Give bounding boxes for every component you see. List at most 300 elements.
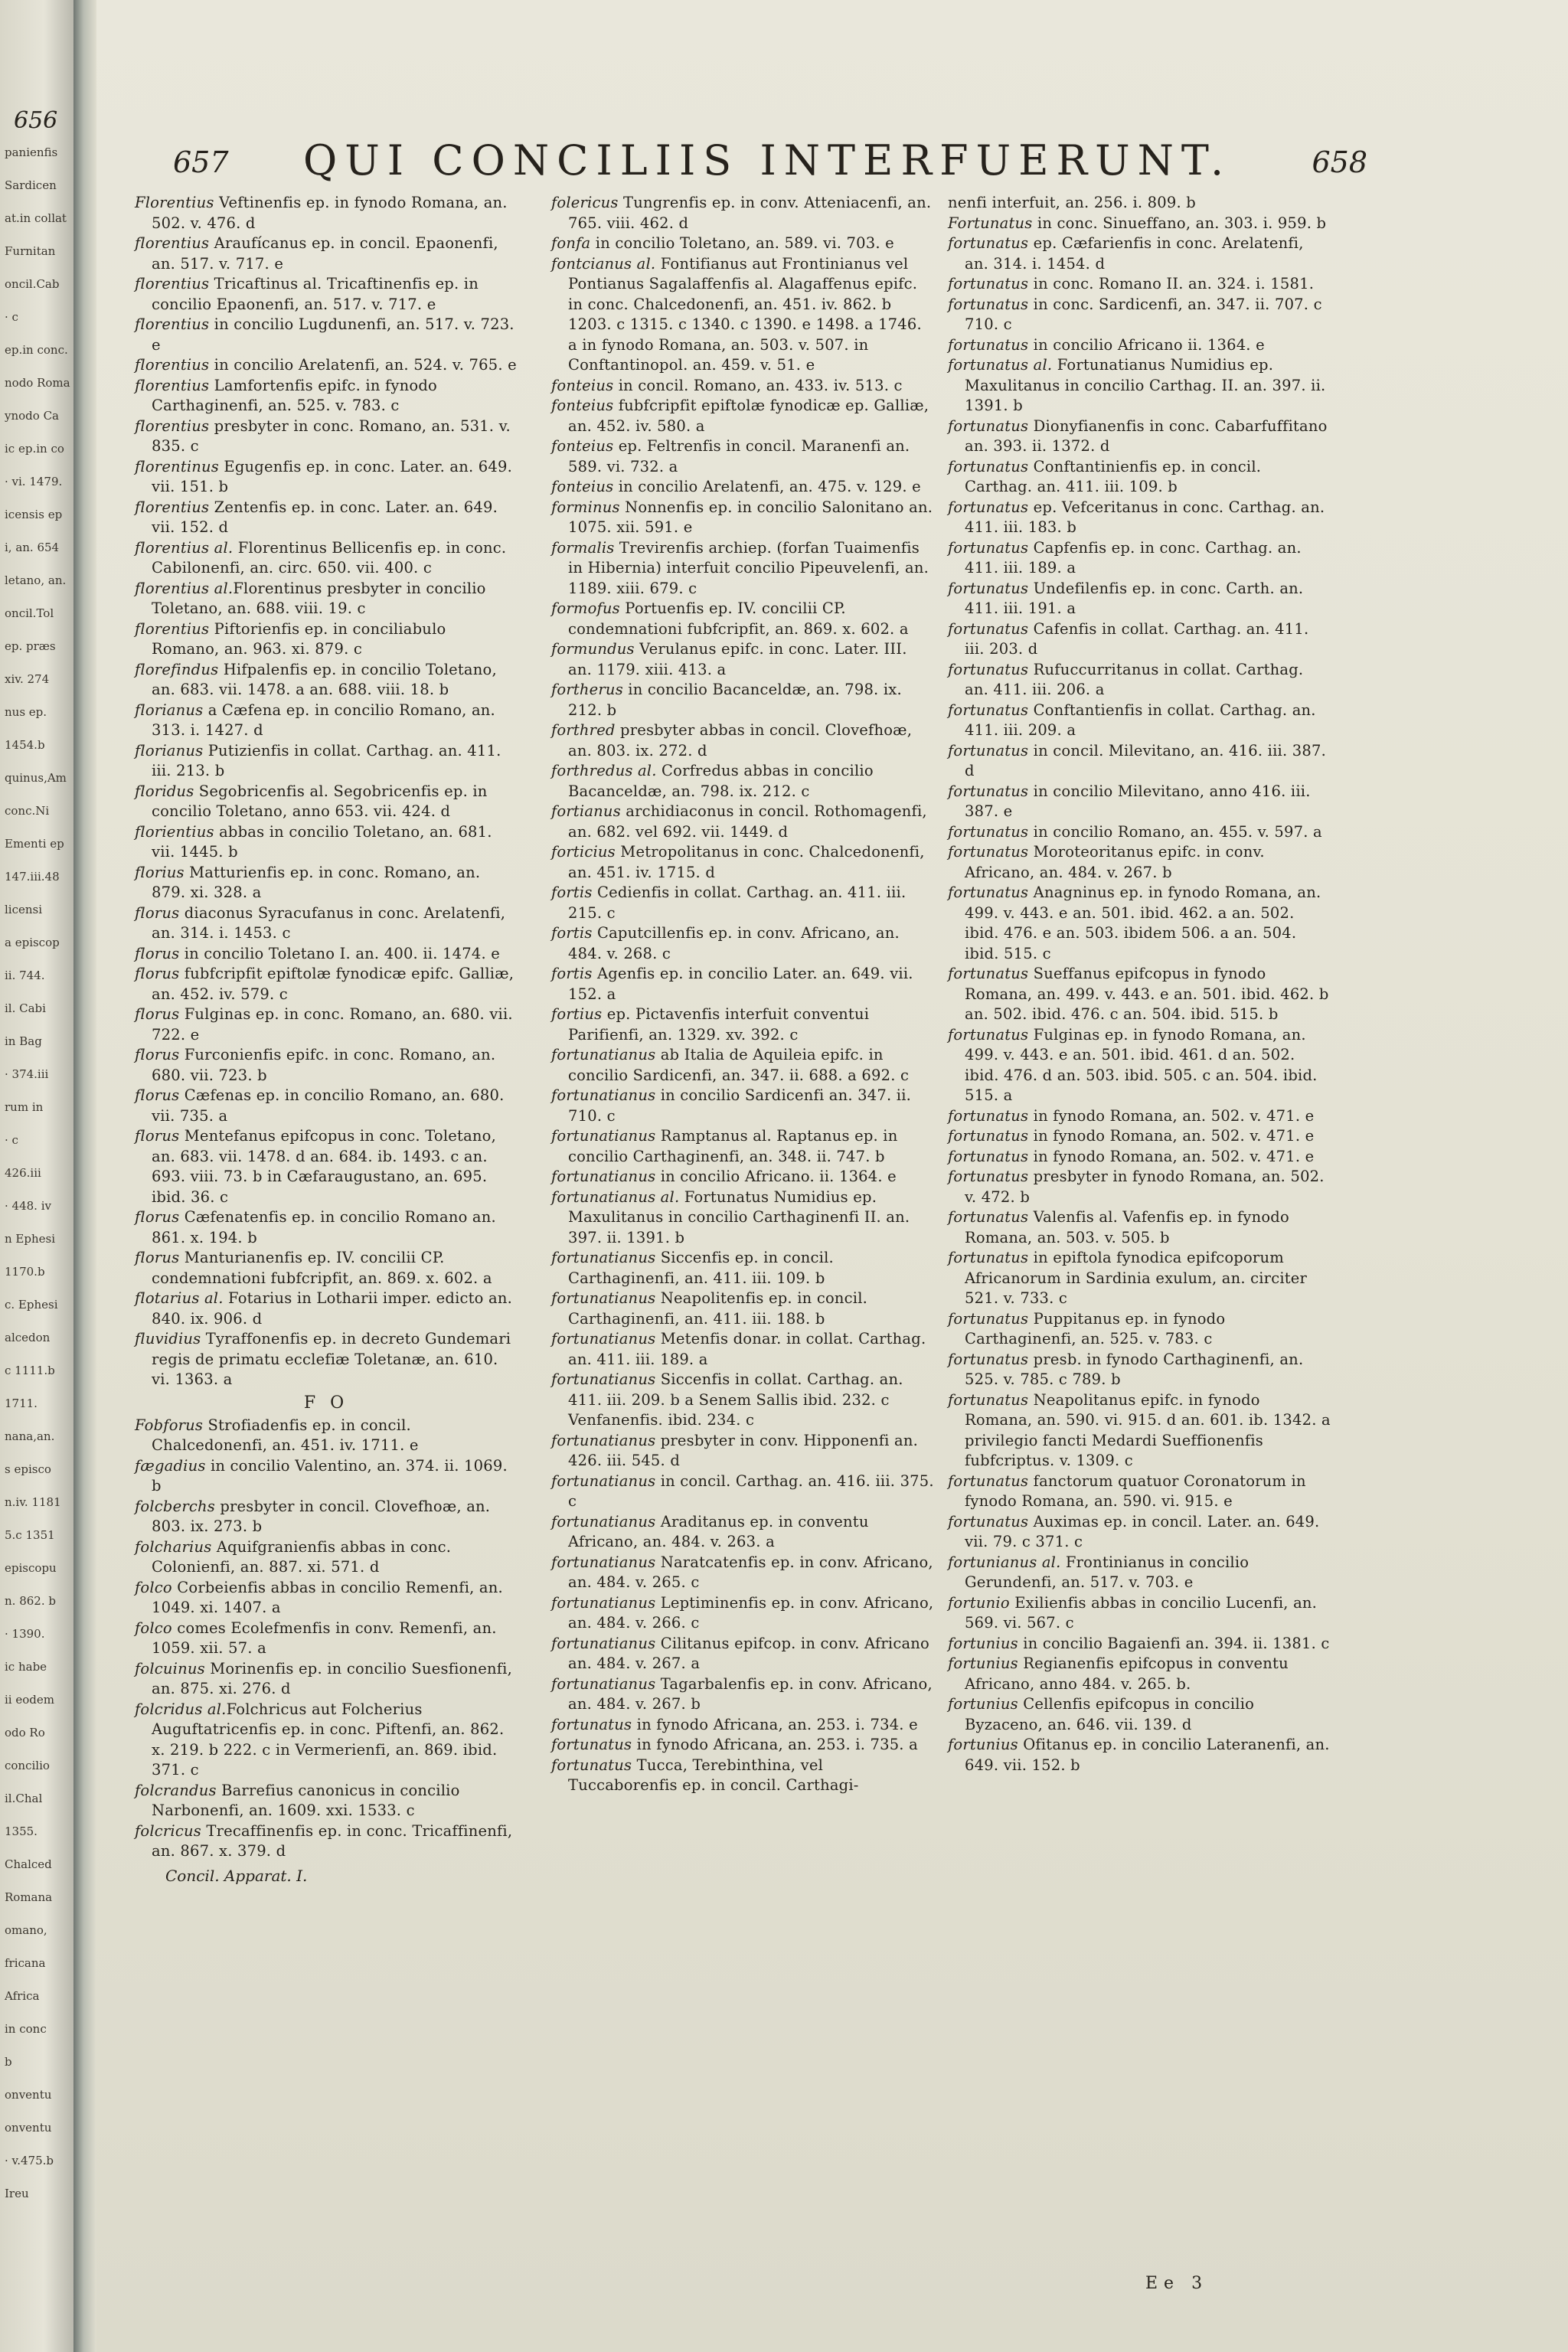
entry-text: Neapolitanus epifc. in fynodo Romana, an. 590. vi. 915. d an. 601. ib. 1342. a privilegio fancti Medardi Sueffionenfis fubfcriptus. v. 1309. c xyxy=(965,1390,1331,1469)
index-entry xyxy=(135,1537,518,1578)
index-entry xyxy=(135,579,518,619)
previous-page-fragment: Africa xyxy=(5,1989,40,2003)
entry-text: in concilio Romano, an. 455. v. 597. a xyxy=(1028,822,1322,841)
entry-text: Agenfis ep. in concilio Later. an. 649. vii. 152. a xyxy=(568,965,913,1003)
entry-text: presbyter in conv. Hipponenfi an. 426. iii. 545. d xyxy=(568,1431,918,1469)
previous-page-fragment: · v.475.b xyxy=(5,2154,54,2167)
index-entry xyxy=(551,538,934,599)
index-entry xyxy=(135,1248,518,1289)
index-entry xyxy=(135,1619,518,1659)
previous-page-fragment: rum in xyxy=(5,1100,44,1114)
entry-text: Egugenfis ep. in conc. Later. an. 649. vii. 151. b xyxy=(152,457,513,495)
entry-headword: fortunatus xyxy=(948,579,1029,597)
index-entry xyxy=(135,1086,518,1126)
entry-headword: formundus xyxy=(551,640,635,658)
entry-headword: fortianus xyxy=(551,802,621,820)
index-entry xyxy=(135,193,518,234)
entry-text: Exilienfis abbas in concilio Lucenfi, an. 569. vi. 567. c xyxy=(965,1593,1318,1632)
index-entry xyxy=(135,234,518,274)
previous-page-fragment: episcopu xyxy=(5,1561,57,1575)
index-entry xyxy=(551,1431,934,1472)
previous-page-fragment: nana,an. xyxy=(5,1429,55,1443)
previous-page-fragment: concilio xyxy=(5,1759,50,1772)
entry-text: ab Italia de Aquileia epifc. in concilio Sardicenfi, an. 347. ii. 688. a 692. c xyxy=(568,1046,910,1084)
index-entry xyxy=(948,1694,1331,1735)
entry-headword: florentius xyxy=(135,416,210,435)
entry-headword: fortunatianus xyxy=(551,1168,656,1185)
entry-text: Hifpalenfis ep. in concilio Toletano, an. 683. vii. 1478. a an. 688. viii. 18. b xyxy=(152,660,497,698)
index-entry xyxy=(551,1289,934,1329)
index-entry xyxy=(135,660,518,701)
index-entry xyxy=(551,498,934,538)
entry-headword: florentius xyxy=(135,315,210,333)
entry-headword: florus xyxy=(135,1086,180,1104)
entry-headword: fortunatianus xyxy=(551,1634,656,1652)
entry-text: Moroteoritanus epifc. in conv. Africano, an. 484. v. 267. b xyxy=(965,843,1265,881)
entry-text: abbas in concilio Toletano, an. 681. vii. 1445. b xyxy=(152,822,492,861)
index-entry xyxy=(948,1147,1331,1168)
entry-text: Strofiadenfis ep. in concil. Chalcedonenfi, an. 451. iv. 1711. e xyxy=(152,1416,419,1454)
entry-text: Segobricenfis al. Segobricenfis ep. in concilio Toletano, anno 653. vii. 424. d xyxy=(152,782,488,820)
entry-text: comes Ecolefmenfis in conv. Remenfi, an. 1059. xii. 57. a xyxy=(152,1619,497,1657)
entry-text: Aquifgranienfis abbas in conc. Colonienfi, an. 887. xi. 571. d xyxy=(152,1537,452,1576)
entry-headword: fortunatus xyxy=(551,1736,632,1753)
index-entry xyxy=(551,1735,934,1756)
index-entry xyxy=(135,1045,518,1086)
entry-text: Siccenfis ep. in concil. Carthaginenfi, an. 411. iii. 109. b xyxy=(568,1249,834,1287)
entry-headword: folcridus al. xyxy=(135,1700,227,1718)
entry-headword: florus xyxy=(135,965,180,982)
entry-headword: fortunatus xyxy=(948,884,1029,901)
index-entry xyxy=(551,923,934,964)
entry-headword: fortunatianus xyxy=(551,1553,656,1571)
entry-text: in fynodo Africana, an. 253. i. 735. a xyxy=(632,1736,918,1753)
entry-headword: fægadius xyxy=(135,1456,206,1475)
entry-text: Cellenfis epifcopus in concilio Byzaceno, an. 646. vii. 139. d xyxy=(965,1695,1255,1733)
previous-page-edge xyxy=(0,0,74,2352)
index-entry xyxy=(135,1578,518,1619)
entry-headword: florentius xyxy=(135,234,210,252)
entry-headword: florus xyxy=(135,1005,180,1023)
entry-headword: fluvidius xyxy=(135,1330,201,1348)
index-entry xyxy=(948,1309,1331,1350)
previous-page-fragment: Furnitan xyxy=(5,244,56,258)
previous-page-fragment: xiv. 274 xyxy=(5,672,50,686)
page xyxy=(96,0,1568,2352)
entry-text: in fynodo Africana, an. 253. i. 734. e xyxy=(632,1715,918,1733)
entry-text: archidiaconus in concil. Rothomagenfi, an. 682. vel 692. vii. 1449. d xyxy=(568,802,927,841)
entry-text: presb. in fynodo Carthaginenfi, an. 525. v. 785. c 789. b xyxy=(965,1350,1304,1388)
entry-text: Capfenfis ep. in conc. Carthag. an. 411. iii. 189. a xyxy=(965,538,1302,577)
entry-headword: florefindus xyxy=(135,660,219,678)
entry-text: Puppitanus ep. in fynodo Carthaginenfi, an. 525. v. 783. c xyxy=(965,1309,1226,1348)
index-entry xyxy=(551,639,934,680)
index-entry xyxy=(948,1390,1331,1472)
entry-text: Tyraffonenfis ep. in decreto Gundemari regis de primatu ecclefiæ Toletanæ, an. 610. vi. 1363. a xyxy=(152,1330,511,1388)
previous-page-fragment: fricana xyxy=(5,1956,46,1970)
index-entry xyxy=(948,1512,1331,1553)
entry-headword: florus xyxy=(135,944,180,962)
entry-headword: fortunatianus xyxy=(551,1674,656,1693)
index-entry xyxy=(551,1187,934,1249)
index-entry xyxy=(135,1004,518,1045)
index-entry xyxy=(135,1207,518,1248)
entry-headword: florus xyxy=(135,1046,180,1063)
previous-page-fragment: 1454.b xyxy=(5,738,45,752)
index-entry xyxy=(135,355,518,376)
entry-text: Fulginas ep. in conc. Romano, an. 680. vii. 722. e xyxy=(152,1005,513,1044)
previous-page-fragment: n Ephesi xyxy=(5,1232,56,1246)
entry-text: ep. Cæfarienfis in conc. Arelatenfi, an. 314. i. 1454. d xyxy=(965,234,1304,273)
index-entry xyxy=(135,741,518,782)
entry-headword: fortius xyxy=(551,1005,603,1023)
entry-text: fanctorum quatuor Coronatorum in fynodo Romana, an. 590. vi. 915. e xyxy=(965,1472,1306,1510)
index-entry xyxy=(948,1207,1331,1248)
index-entry xyxy=(551,254,934,376)
entry-text: Ramptanus al. Raptanus ep. in concilio Carthaginenfi, an. 348. ii. 747. b xyxy=(568,1127,898,1165)
entry-text: Cilitanus epifcop. in conv. Africano an. 484. v. 267. a xyxy=(568,1634,930,1672)
entry-text: Cafenfis in collat. Carthag. an. 411. iii. 203. d xyxy=(965,619,1309,658)
entry-headword: folcrandus xyxy=(135,1781,217,1799)
signature-mark: Ee 3 xyxy=(1145,2274,1209,2293)
entry-text: Caputcillenfis ep. in conv. Africano, an. 484. v. 268. c xyxy=(568,924,900,962)
previous-page-fragment: ynodo Ca xyxy=(5,409,59,423)
entry-headword: fortunio xyxy=(948,1593,1010,1612)
entry-headword: forthredus al. xyxy=(551,762,657,779)
index-entry xyxy=(135,1821,518,1862)
entry-text: fubfcripfit epiftolæ fynodicæ ep. Galliæ, an. 452. iv. 580. a xyxy=(568,397,929,435)
index-entry xyxy=(948,1634,1331,1655)
previous-page-fragment: letano, an. xyxy=(5,573,67,587)
page-number-left: 657 xyxy=(173,145,229,179)
previous-page-fragment: 1355. xyxy=(5,1824,38,1838)
previous-page-fragment: ep.in conc. xyxy=(5,343,68,357)
entry-text: in concilio Toletano, an. 589. vi. 703. e xyxy=(590,234,894,252)
index-entry xyxy=(948,1593,1331,1634)
index-entry xyxy=(948,355,1331,416)
index-entry xyxy=(948,498,1331,538)
entry-text: Putizienfis in collat. Carthag. an. 411. iii. 213. b xyxy=(152,741,501,779)
entry-text: Verulanus epifc. in conc. Later. III. an. 1179. xiii. 413. a xyxy=(568,640,907,678)
previous-page-fragment: · 374.iii xyxy=(5,1067,49,1081)
index-entry xyxy=(551,396,934,436)
entry-headword: fontcianus al. xyxy=(551,254,656,273)
entry-text: in concilio Bagaienfi an. 394. ii. 1381. c xyxy=(1018,1634,1330,1652)
entry-text: Fortunatus Numidius ep. Maxulitanus in concilio Carthaginenfi II. an. 397. ii. 1391. b xyxy=(568,1187,910,1246)
entry-text: Frontinianus in concilio Gerundenfi, an. 517. v. 703. e xyxy=(965,1553,1250,1591)
previous-page-fragment: b xyxy=(5,2055,12,2069)
previous-page-fragment: onventu xyxy=(5,2088,52,2102)
entry-headword: fortunatus xyxy=(948,1512,1029,1530)
entry-headword: fortunius xyxy=(948,1736,1018,1753)
entry-headword: Fobforus xyxy=(135,1416,204,1434)
previous-page-fragment: in conc xyxy=(5,2022,47,2036)
entry-headword: folcberchs xyxy=(135,1497,215,1515)
entry-headword: fonfa xyxy=(551,234,591,252)
entry-text: in concilio Arelatenfi, an. 475. v. 129. e xyxy=(613,478,921,495)
previous-page-fragment: il. Cabi xyxy=(5,1001,46,1015)
index-entry xyxy=(551,234,934,254)
index-entry xyxy=(948,1654,1331,1694)
index-entry xyxy=(551,1674,934,1715)
entry-headword: forticius xyxy=(551,843,616,861)
index-entry xyxy=(135,964,518,1004)
previous-page-fragment: n. 862. b xyxy=(5,1594,56,1608)
index-entry xyxy=(135,1416,518,1456)
index-entry xyxy=(551,720,934,761)
index-entry xyxy=(135,498,518,538)
entry-text: Trevirenfis archiep. (forfan Tuaimenfis in Hibernia) interfuit concilio Pipeuvelenfi, an. 1189. xiii. 679. c xyxy=(568,538,929,597)
entry-headword: Florentius xyxy=(135,194,214,211)
entry-headword: fortunatianus al. xyxy=(551,1187,680,1206)
entry-headword: florianus xyxy=(135,701,204,719)
entry-text: Tagarbalenfis ep. in conv. Africano, an. 484. v. 267. b xyxy=(568,1674,933,1713)
entry-text: Lamfortenfis epifc. in fynodo Carthaginenfi, an. 525. v. 783. c xyxy=(152,376,437,414)
entry-text: ep. Vefceritanus in conc. Carthag. an. 411. iii. 183. b xyxy=(965,498,1325,536)
index-entry xyxy=(551,1756,934,1796)
entry-headword: fortunatus xyxy=(948,741,1029,760)
entry-text: Rufuccurritanus in collat. Carthag. an. 411. iii. 206. a xyxy=(965,660,1304,698)
previous-page-fragment: ic ep.in co xyxy=(5,442,64,456)
index-entry xyxy=(948,964,1331,1025)
entry-headword: florianus xyxy=(135,741,204,760)
entry-text: in concil. Milevitano, an. 416. iii. 387. d xyxy=(965,741,1326,779)
index-entry xyxy=(551,1370,934,1431)
previous-page-fragment: i, an. 654 xyxy=(5,541,60,554)
entry-text: Corfredus abbas in concilio Bacanceldæ, an. 798. ix. 212. c xyxy=(568,762,874,800)
entry-text: Tungrenfis ep. in conv. Atteniacenfi, an. 765. viii. 462. d xyxy=(568,194,932,232)
entry-headword: fortunatus xyxy=(948,843,1029,861)
entry-headword: fortunatus xyxy=(948,295,1029,313)
entry-text: Fortunatianus Numidius ep. Maxulitanus in concilio Carthag. II. an. 397. ii. 1391. b xyxy=(965,356,1326,414)
index-entry xyxy=(551,436,934,477)
entry-text: Cedienfis in collat. Carthag. an. 411. iii. 215. c xyxy=(568,884,906,922)
index-entry xyxy=(135,315,518,355)
entry-text: Fulginas ep. in fynodo Romana, an. 499. v. 443. e an. 501. ibid. 461. d an. 502. ibid. 476. d an. 503. ibid. 505. c an. 504. ibid. 515. a xyxy=(965,1025,1318,1104)
entry-headword: fortunatus xyxy=(948,782,1029,800)
previous-page-fragment: il.Chal xyxy=(5,1792,43,1805)
previous-page-fragment: 147.iii.48 xyxy=(5,870,60,884)
entry-text: Morinenfis ep. in concilio Suesfionenfi, an. 875. xi. 276. d xyxy=(152,1659,512,1697)
entry-headword: formalis xyxy=(551,538,615,557)
entry-text: in concilio Milevitano, anno 416. iii. 387. e xyxy=(965,782,1311,820)
entry-headword: fortunius xyxy=(948,1634,1018,1652)
book-gutter xyxy=(74,0,96,2352)
entry-text: in concilio Sardicenfi an. 347. ii. 710. c xyxy=(568,1086,912,1125)
previous-page-fragment: icensis ep xyxy=(5,508,63,521)
entry-headword: florentius al. xyxy=(135,538,234,557)
index-entry xyxy=(551,883,934,923)
entry-headword: folcricus xyxy=(135,1821,201,1840)
entry-text: presbyter abbas in concil. Clovefhoæ, an. 803. ix. 272. d xyxy=(568,721,913,760)
previous-page-fragment: c 1111.b xyxy=(5,1364,55,1377)
entry-headword: fortunatianus xyxy=(551,1472,656,1490)
index-entry xyxy=(135,1497,518,1537)
previous-page-fragment: oncil.Tol xyxy=(5,606,54,620)
entry-headword: florentius xyxy=(135,619,210,638)
entry-text: in fynodo Romana, an. 502. v. 471. e xyxy=(1028,1127,1315,1145)
entry-headword: forthred xyxy=(551,721,616,739)
index-entry xyxy=(551,1086,934,1126)
entry-headword: floridus xyxy=(135,782,194,800)
index-entry xyxy=(551,1472,934,1512)
entry-headword: florentius al. xyxy=(135,579,234,597)
previous-page-fragment: Sardicen xyxy=(5,178,57,192)
entry-text: Naratcatenfis ep. in conv. Africano, an. 484. v. 265. c xyxy=(568,1553,933,1591)
previous-page-fragment: Ireu xyxy=(5,2187,29,2200)
index-entry xyxy=(948,295,1331,335)
entry-headword: fortunatus xyxy=(948,1309,1029,1328)
entry-headword: fortunatus xyxy=(948,1127,1029,1145)
entry-text: Fontifianus aut Frontinianus vel Pontianus Sagalaffenfis al. Alagaffenus epifc. in conc. Chalcedonenfi, an. 451. iv. 862. b 1203. c 1315. c 1340. c 1390. e 1498. a 1746. a in fynodo Romana, an. 503. v. 507. in Conftantinopol. an. 459. v. 51. e xyxy=(568,254,922,374)
index-entry xyxy=(551,802,934,842)
entry-text: Araditanus ep. in conventu Africano, an. 484. v. 263. a xyxy=(568,1512,869,1550)
entry-text: Valenfis al. Vafenfis ep. in fynodo Romana, an. 503. v. 505. b xyxy=(965,1208,1289,1246)
index-entry xyxy=(135,782,518,822)
entry-text: a Cæfena ep. in concilio Romano, an. 313. i. 1427. d xyxy=(152,701,495,739)
entry-headword: fortunatus xyxy=(948,416,1029,435)
index-entry xyxy=(948,619,1331,660)
previous-page-fragment: alcedon xyxy=(5,1331,51,1344)
index-entry xyxy=(135,376,518,416)
previous-page-fragment: 1711. xyxy=(5,1396,38,1410)
entry-text: Conftantinienfis ep. in concil. Carthag. an. 411. iii. 109. b xyxy=(965,457,1262,495)
entry-text: Metropolitanus in conc. Chalcedonenfi, an. 451. iv. 1715. d xyxy=(568,843,925,881)
entry-text: Furconienfis epifc. in conc. Romano, an. 680. vii. 723. b xyxy=(152,1046,496,1084)
entry-headword: fonteius xyxy=(551,397,614,414)
previous-page-fragment: Chalced xyxy=(5,1857,52,1871)
previous-page-fragment: panienfis xyxy=(5,145,58,159)
entry-text: in epiftola fynodica epifcoporum Africanorum in Sardinia exulum, an. circiter 521. v. 733. c xyxy=(965,1249,1308,1307)
running-title: QUI CONCILIIS INTERFUERUNT. xyxy=(303,136,1232,185)
entry-headword: florus xyxy=(135,1208,180,1226)
entry-headword: fortunatus xyxy=(948,1208,1029,1226)
entry-headword: forminus xyxy=(551,498,620,516)
entry-headword: fortunatus xyxy=(948,1390,1029,1409)
entry-headword: fortunatus xyxy=(948,1147,1029,1165)
entry-text: Dionyfianenfis in conc. Cabarfuffitano an. 393. ii. 1372. d xyxy=(965,416,1328,455)
previous-page-number: 656 xyxy=(14,107,58,134)
index-entry xyxy=(948,1553,1331,1593)
entry-headword: formofus xyxy=(551,599,620,617)
entry-text: Regianenfis epifcopus in conventu Africano, anno 484. v. 265. b. xyxy=(965,1655,1289,1693)
entry-text: in concilio Toletano I. an. 400. ii. 1474. e xyxy=(179,944,500,962)
index-entry xyxy=(135,1456,518,1497)
index-entry xyxy=(948,214,1331,234)
entry-text: diaconus Syracufanus in conc. Arelatenfi, an. 314. i. 1453. c xyxy=(152,903,506,942)
index-entry xyxy=(551,1512,934,1553)
entry-headword: folcharius xyxy=(135,1537,212,1556)
entry-text: Piftorienfis ep. in conciliabulo Romano, an. 963. xi. 879. c xyxy=(152,619,446,658)
entry-headword: fortunatus xyxy=(948,538,1029,557)
entry-text: in fynodo Romana, an. 502. v. 471. e xyxy=(1028,1147,1315,1165)
index-entry xyxy=(948,1472,1331,1512)
previous-page-fragment: · c xyxy=(5,1133,18,1147)
entry-headword: folco xyxy=(135,1578,172,1596)
previous-page-fragment: c. Ephesi xyxy=(5,1298,58,1312)
entry-text: Florentinus presbyter in concilio Toletano, an. 688. viii. 19. c xyxy=(152,579,486,617)
previous-page-fragment: odo Ro xyxy=(5,1726,45,1740)
previous-page-fragment: omano, xyxy=(5,1923,47,1937)
entry-headword: Fortunatus xyxy=(948,214,1033,232)
entry-headword: fortunatus xyxy=(948,701,1029,719)
index-entry xyxy=(135,1126,518,1207)
previous-page-fragment: 426.iii xyxy=(5,1166,41,1180)
page-number-right: 658 xyxy=(1312,145,1367,179)
index-entry xyxy=(948,1106,1331,1127)
entry-headword: florus xyxy=(135,1249,180,1266)
index-entry xyxy=(948,274,1331,295)
entry-headword: fortunatus xyxy=(948,1249,1029,1266)
column-3 xyxy=(948,193,1331,1775)
index-entry xyxy=(551,1167,934,1187)
previous-page-fragment: · vi. 1479. xyxy=(5,475,63,488)
entry-text: nenfi interfuit, an. 256. i. 809. b xyxy=(948,194,1196,211)
entry-text: Cæfenas ep. in concilio Romano, an. 680. vii. 735. a xyxy=(152,1086,505,1125)
entry-headword: fortunatus xyxy=(551,1715,632,1733)
entry-text: in conc. Romano II. an. 324. i. 1581. xyxy=(1028,275,1315,292)
entry-text: in concil. Romano, an. 433. iv. 513. c xyxy=(613,376,903,394)
index-entry xyxy=(551,1329,934,1370)
entry-text: Metenfis donar. in collat. Carthag. an. 411. iii. 189. a xyxy=(568,1330,926,1368)
previous-page-fragment: conc.Ni xyxy=(5,804,50,818)
entry-text: in concilio Valentino, an. 374. ii. 1069. b xyxy=(152,1456,508,1494)
entry-headword: fonteius xyxy=(551,437,614,455)
index-entry xyxy=(135,863,518,903)
entry-text: Siccenfis in collat. Carthag. an. 411. iii. 209. b a Senem Sallis ibid. 232. c Venfanenfis. ibid. 234. c xyxy=(568,1370,903,1429)
entry-text: Barrefius canonicus in concilio Narbonenfi, an. 1609. xxi. 1533. c xyxy=(152,1781,460,1819)
entry-text: Nonnenfis ep. in concilio Salonitano an. 1075. xii. 591. e xyxy=(568,498,933,536)
index-entry xyxy=(551,1004,934,1045)
previous-page-fragment: ii. 744. xyxy=(5,969,45,982)
entry-headword: folcuinus xyxy=(135,1659,205,1677)
entry-headword: florientius xyxy=(135,822,214,841)
index-entry xyxy=(948,782,1331,822)
index-entry xyxy=(135,701,518,741)
entry-text: Neapolitenfis ep. in concil. Carthaginenfi, an. 411. iii. 188. b xyxy=(568,1289,868,1328)
entry-text: Corbeienfis abbas in concilio Remenfi, an. 1049. xi. 1407. a xyxy=(152,1578,503,1616)
index-entry xyxy=(948,701,1331,741)
entry-headword: folco xyxy=(135,1619,172,1637)
entry-headword: fortunatus xyxy=(948,457,1029,475)
index-entry xyxy=(551,376,934,397)
previous-page-fragment: nus ep. xyxy=(5,705,47,719)
entry-headword: fortunatianus xyxy=(551,1046,656,1063)
index-entry xyxy=(948,822,1331,843)
entry-headword: florentius xyxy=(135,376,210,394)
entry-text: Conftantienfis in collat. Carthag. an. 411. iii. 209. a xyxy=(965,701,1316,739)
entry-text: presbyter in conc. Romano, an. 531. v. 835. c xyxy=(152,416,511,455)
index-entry xyxy=(551,477,934,498)
entry-text: Tucca, Terebinthina, vel Tuccaborenfis ep. in concil. Carthagi- xyxy=(568,1756,859,1794)
entry-text: in concilio Bacanceldæ, an. 798. ix. 212. b xyxy=(568,681,902,719)
index-entry xyxy=(135,416,518,457)
index-entry xyxy=(551,761,934,802)
index-entry xyxy=(948,538,1331,579)
entry-headword: fortunatus xyxy=(948,660,1029,678)
entry-text: in concilio Arelatenfi, an. 524. v. 765. e xyxy=(209,356,517,374)
index-entry xyxy=(551,1126,934,1167)
previous-page-fragment: quinus,Am xyxy=(5,771,67,785)
index-entry xyxy=(948,1735,1331,1775)
entry-text: Trecaffinenfis ep. in conc. Tricaffinenfi, an. 867. x. 379. d xyxy=(152,1821,513,1860)
entry-headword: florus xyxy=(135,1127,180,1145)
entry-text: in concilio Africano. ii. 1364. e xyxy=(655,1168,897,1185)
entry-text: in concil. Carthag. an. 416. iii. 375. c xyxy=(568,1472,934,1510)
entry-text: Anagninus ep. in fynodo Romana, an. 499. v. 443. e an. 501. ibid. 462. a an. 502. ibid. 476. e an. 503. ibidem 506. a an. 504. ibid. 515. c xyxy=(965,884,1321,962)
previous-page-fragment: ep. præs xyxy=(5,639,56,653)
previous-page-fragment: · 448. iv xyxy=(5,1199,51,1213)
